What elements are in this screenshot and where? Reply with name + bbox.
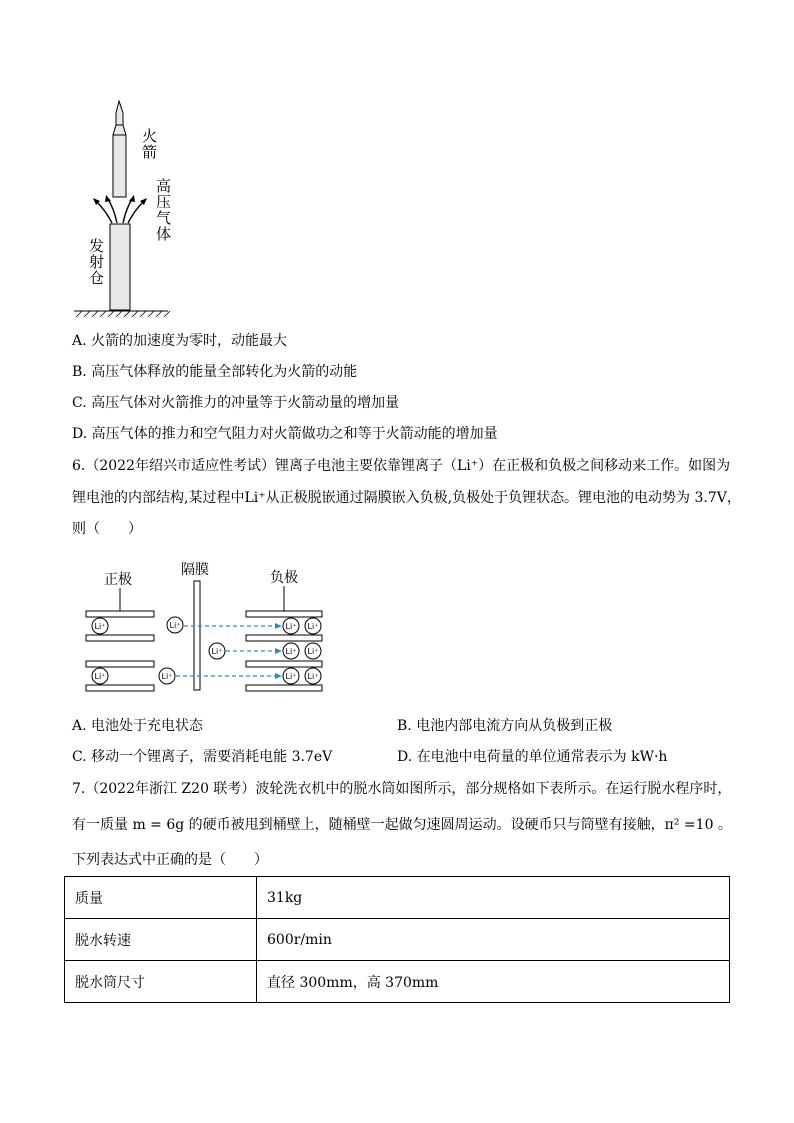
spec-value: 31kg — [257, 877, 730, 919]
q6-option-b — [397, 717, 612, 735]
battery-diagram — [80, 558, 340, 698]
launch-silo — [110, 224, 130, 310]
rocket-label: 火箭 — [140, 128, 158, 160]
option-letter: D. — [397, 749, 413, 765]
option-text: 高压气体的推力和空气阻力对火箭做功之和等于火箭动能的增加量 — [91, 426, 498, 442]
q6-option-c — [72, 748, 332, 766]
q6-stem-line3: 则（ ） — [72, 521, 142, 537]
gas-label: 高压气体 — [154, 178, 172, 242]
li-ion: Li⁺ — [169, 621, 181, 630]
rocket-diagram — [60, 95, 200, 325]
q5-option-a — [72, 332, 287, 350]
option-text: 高压气体释放的能量全部转化为火箭的动能 — [91, 364, 358, 380]
li-ion: Li⁺ — [94, 622, 106, 631]
li-ion: Li⁺ — [94, 672, 106, 681]
option-letter: B. — [72, 364, 87, 380]
ion-migration-arrows — [176, 626, 278, 676]
q6-stem-line1: 6.（2022年绍兴市适应性考试）锂离子电池主要依靠锂离子（Li⁺）在正极和负极之间移动来工作。如图为 — [72, 458, 731, 474]
gas-arrows — [96, 199, 144, 223]
option-text: 在电池中电荷量的单位通常表示为 kW·h — [416, 749, 668, 765]
li-ion: Li⁺ — [307, 672, 319, 681]
option-letter: A. — [72, 718, 87, 734]
option-text: 电池处于充电状态 — [91, 718, 204, 734]
spec-key: 质量 — [65, 877, 257, 919]
separator-label: 隔膜 — [181, 562, 209, 578]
q5-option-b — [72, 363, 357, 381]
li-ion: Li⁺ — [307, 622, 319, 631]
q7-stem-line1: 7.（2022年浙江 Z20 联考）波轮洗衣机中的脱水筒如图所示，部分规格如下表所示。在运行脱水程序时， — [72, 781, 732, 797]
table-row — [65, 961, 730, 1003]
spec-key: 脱水筒尺寸 — [65, 961, 257, 1003]
q5-option-d — [72, 425, 498, 443]
option-text: 电池内部电流方向从负极到正极 — [416, 718, 613, 734]
option-letter: D. — [72, 426, 88, 442]
rocket-figure — [60, 95, 200, 325]
q7-stem-line3: 下列表达式中正确的是（ ） — [72, 852, 268, 868]
rocket — [113, 101, 126, 197]
spec-table — [64, 876, 730, 1003]
q6-option-a — [72, 717, 203, 735]
option-letter: C. — [72, 395, 87, 411]
li-ion: Li⁺ — [161, 672, 173, 681]
option-letter: B. — [397, 718, 412, 734]
q5-option-c — [72, 394, 399, 412]
option-letter: C. — [72, 749, 87, 765]
option-text: 高压气体对火箭推力的冲量等于火箭动量的增加量 — [91, 395, 400, 411]
option-text: 移动一个锂离子，需要消耗电能 3.7eV — [91, 749, 333, 765]
silo-label: 发射仓 — [87, 238, 105, 286]
battery-figure — [80, 558, 340, 698]
separator — [194, 581, 200, 690]
li-ion: Li⁺ — [285, 672, 297, 681]
li-ion: Li⁺ — [307, 647, 319, 656]
table-row — [65, 919, 730, 961]
q7-stem-line2: 有一质量 m = 6g 的硬币被甩到桶壁上，随桶壁一起做匀速圆周运动。设硬币只与筒壁有接触，π² =10 。 — [72, 817, 732, 833]
positive-label: 正极 — [104, 572, 132, 588]
table-row — [65, 877, 730, 919]
li-ion: Li⁺ — [285, 622, 297, 631]
spec-value: 直径 300mm，高 370mm — [257, 961, 730, 1003]
option-text: 火箭的加速度为零时，动能最大 — [91, 333, 288, 349]
spec-value: 600r/min — [257, 919, 730, 961]
q6-stem-line2: 锂电池的内部结构,某过程中Li⁺从正极脱嵌通过隔膜嵌入负极,负极处于负锂状态。锂电池的电动势为 3.7V， — [72, 490, 741, 506]
li-ion: Li⁺ — [285, 647, 297, 656]
q6-option-d — [397, 748, 667, 766]
option-letter: A. — [72, 333, 87, 349]
spec-key: 脱水转速 — [65, 919, 257, 961]
negative-label: 负极 — [270, 570, 298, 586]
li-ion: Li⁺ — [211, 647, 223, 656]
